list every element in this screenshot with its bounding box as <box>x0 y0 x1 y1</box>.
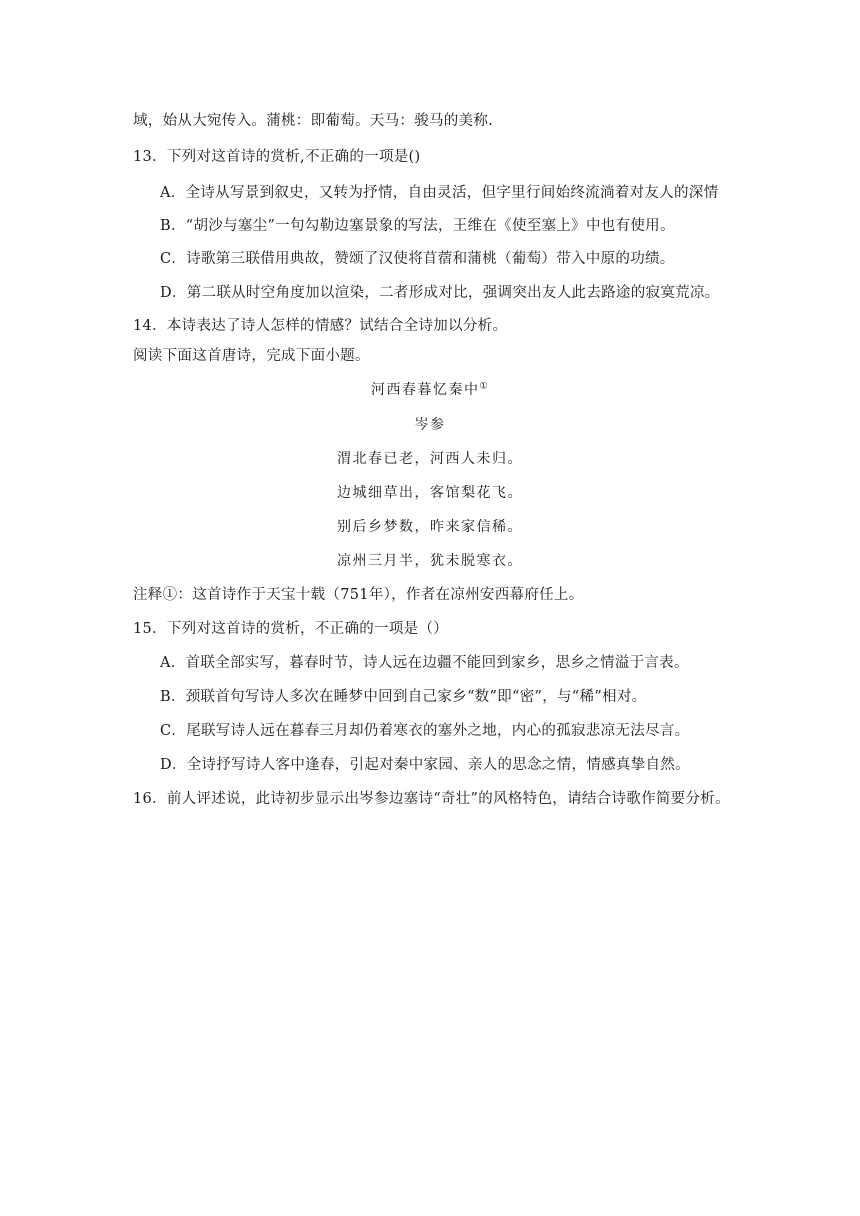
question-13-stem: 13．下列对这首诗的赏析,不正确的一项是() <box>133 149 421 165</box>
poem-footnote-mark: ① <box>479 381 490 392</box>
poem-title-text: 河西春暮忆秦中 <box>370 382 480 398</box>
question-15-option-d: D．全诗抒写诗人客中逢春，引起对秦中家园、亲人的思念之情，情感真挚自然。 <box>160 757 690 773</box>
poem-author: 岑参 <box>414 417 446 433</box>
question-13-option-d: D．第二联从时空角度加以渲染，二者形成对比，强调突出友人此去路途的寂寞荒凉。 <box>160 285 720 301</box>
poem-line-4: 凉州三月半，犹未脱寒衣。 <box>337 553 523 569</box>
poem-line-3: 别后乡梦数，昨来家信稀。 <box>337 519 523 535</box>
poem-footnote: 注释①：这首诗作于天宝十载（751年），作者在凉州安西幕府任上。 <box>133 587 584 603</box>
question-15-stem: 15．下列对这首诗的赏析，不正确的一项是（） <box>133 621 449 637</box>
question-16: 16．前人评述说，此诗初步显示出岑参边塞诗“奇壮”的风格特色，请结合诗歌作简要分析。 <box>133 791 730 807</box>
question-14: 14．本诗表达了诗人怎样的情感？试结合全诗加以分析。 <box>133 318 508 334</box>
question-15-option-b: B．颈联首句写诗人多次在睡梦中回到自己家乡“数”即“密”，与“稀”相对。 <box>160 689 647 705</box>
question-13-option-c: C．诗歌第三联借用典故，赞颂了汉使将苜蓿和蒲桃（葡萄）带入中原的功绩。 <box>160 251 675 267</box>
poem-line-2: 边城细草出，客馆梨花飞。 <box>337 485 523 501</box>
annotation-continuation: 域，始从大宛传入。蒲桃：即葡萄。天马：骏马的美称. <box>133 113 494 129</box>
question-13-option-b: B．“胡沙与塞尘”一句勾勒边塞景象的写法，王维在《使至塞上》中也有使用。 <box>160 218 675 234</box>
poem-title <box>0 380 860 400</box>
reading-instruction: 阅读下面这首唐诗，完成下面小题。 <box>133 348 370 364</box>
question-15-option-a: A．首联全部实写，暮春时节，诗人远在边疆不能回到家乡，思乡之情溢于言表。 <box>160 655 689 671</box>
poem-line-1: 渭北春已老，河西人未归。 <box>337 451 523 467</box>
question-13-option-a: A．全诗从写景到叙史，又转为抒情，自由灵活，但字里行间始终流淌着对友人的深情 <box>160 185 719 201</box>
question-15-option-c: C．尾联写诗人远在暮春三月却仍着寒衣的塞外之地，内心的孤寂悲凉无法尽言。 <box>160 723 690 739</box>
